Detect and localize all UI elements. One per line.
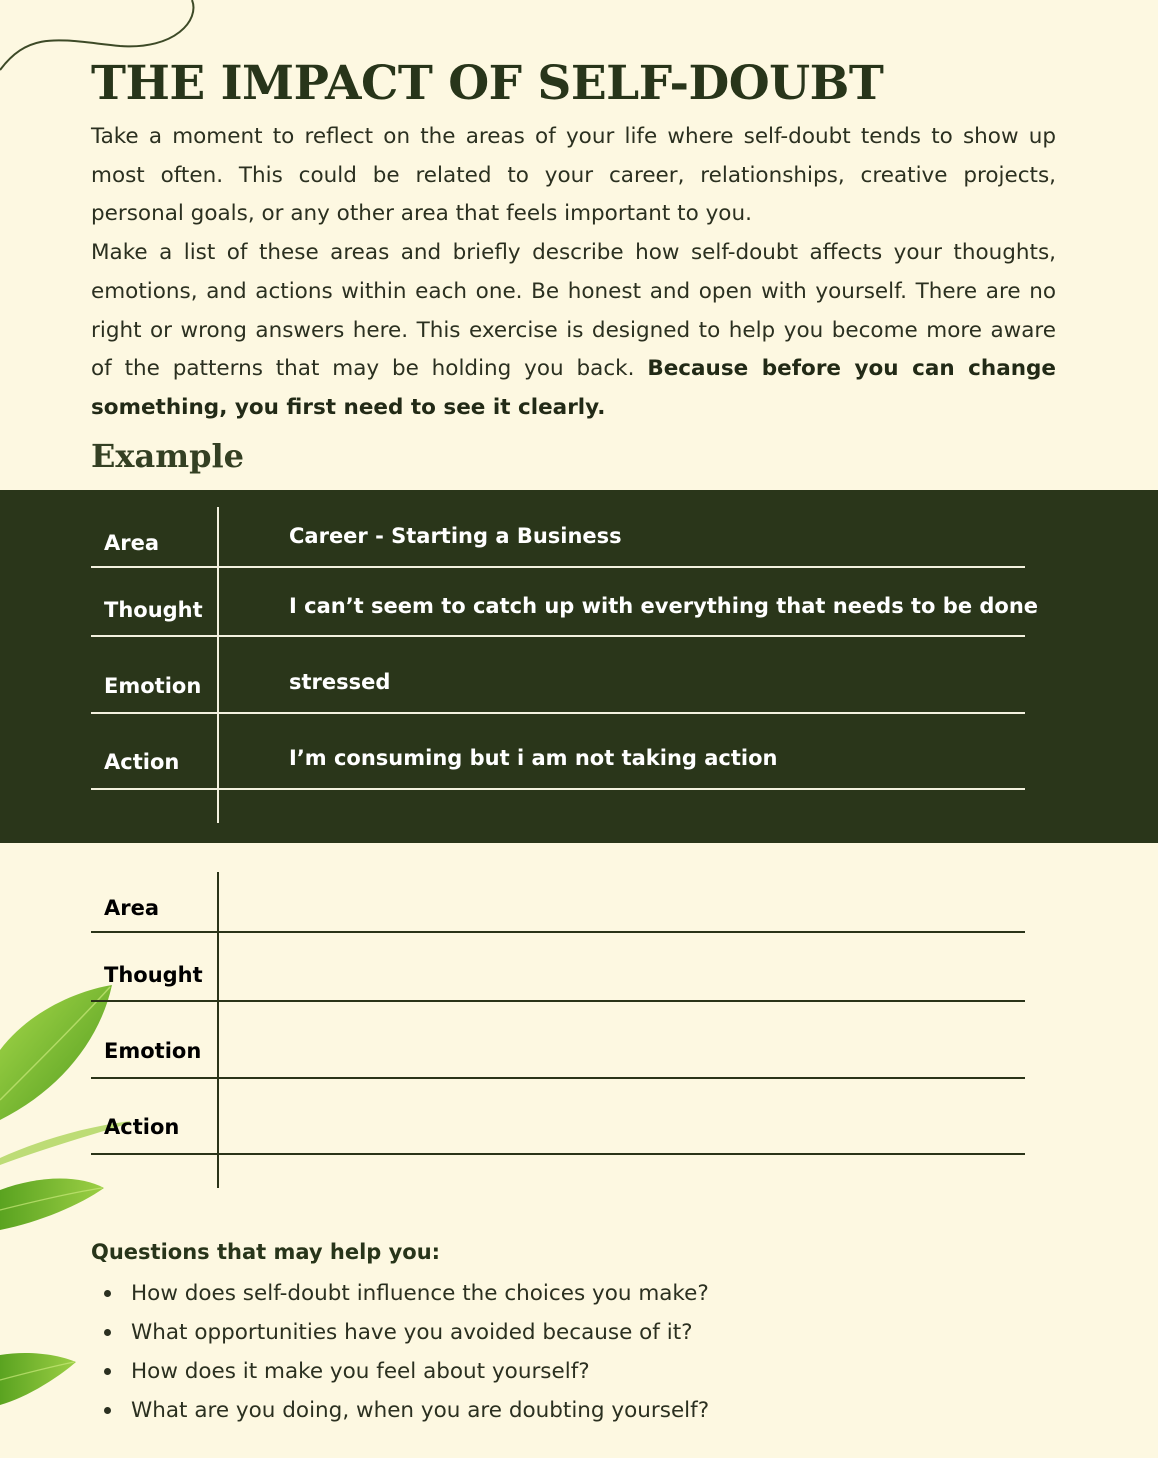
row-divider (91, 566, 1025, 568)
row-divider (91, 931, 1025, 933)
row-divider (91, 1153, 1025, 1155)
row-label-emotion: Emotion (104, 674, 202, 698)
row-value-area: Career - Starting a Business (289, 524, 622, 548)
row-value-emotion: stressed (289, 670, 391, 694)
row-divider (91, 635, 1025, 637)
row-label-thought: Thought (104, 963, 203, 987)
column-divider (217, 872, 219, 1188)
question-text: How does self-doubt influence the choices you make? (131, 1281, 709, 1306)
page-title: THE IMPACT OF SELF-DOUBT (91, 56, 884, 111)
question-text: What opportunities have you avoided because of it? (131, 1320, 693, 1345)
row-label-area: Area (104, 531, 160, 555)
list-item (104, 1313, 1004, 1352)
list-item (104, 1352, 1004, 1391)
row-value-thought: I can’t seem to catch up with everything that needs to be done (289, 594, 1039, 618)
intro-paragraph-1: Take a moment to reflect on the areas of your life where self-doubt tends to show up most often. This could be related to your career, relationships, creative projects, personal goals, or any other area that feels important to you. (91, 124, 1056, 227)
worksheet-table (91, 872, 1025, 1188)
row-divider (91, 1077, 1025, 1079)
column-divider (217, 507, 219, 823)
bullet-icon (104, 1407, 111, 1414)
list-item (104, 1274, 1004, 1313)
row-label-emotion: Emotion (104, 1039, 202, 1063)
row-label-thought: Thought (104, 598, 203, 622)
row-label-area: Area (104, 896, 160, 920)
bullet-icon (104, 1290, 111, 1297)
intro-emphasis: Because before you can change something, you first need to see it clearly. (91, 356, 1057, 420)
row-divider (91, 1000, 1025, 1002)
example-heading: Example (91, 437, 244, 475)
questions-heading: Questions that may help you: (91, 1240, 441, 1264)
intro-paragraph-2 (91, 234, 1056, 428)
row-label-action: Action (104, 750, 180, 774)
row-value-action: I’m consuming but i am not taking action (289, 746, 778, 770)
question-text: What are you doing, when you are doubting yourself? (131, 1398, 710, 1423)
row-divider (91, 788, 1025, 790)
intro-paragraph-2-text: Make a list of these areas and briefly describe how self-doubt affects your thoughts, emotions, and actions within each one. Be honest and open with yourself. There are no right or wrong answers here. This exercise is designed to help you become more aware of the patterns that may be holding you back. (91, 240, 1056, 382)
bullet-icon (104, 1368, 111, 1375)
example-table (91, 507, 1039, 823)
row-label-action: Action (104, 1115, 180, 1139)
list-item (104, 1391, 1004, 1430)
question-text: How does it make you feel about yourself? (131, 1359, 590, 1384)
row-divider (91, 712, 1025, 714)
intro-text (91, 118, 1056, 428)
questions-list (104, 1274, 1004, 1430)
bullet-icon (104, 1329, 111, 1336)
